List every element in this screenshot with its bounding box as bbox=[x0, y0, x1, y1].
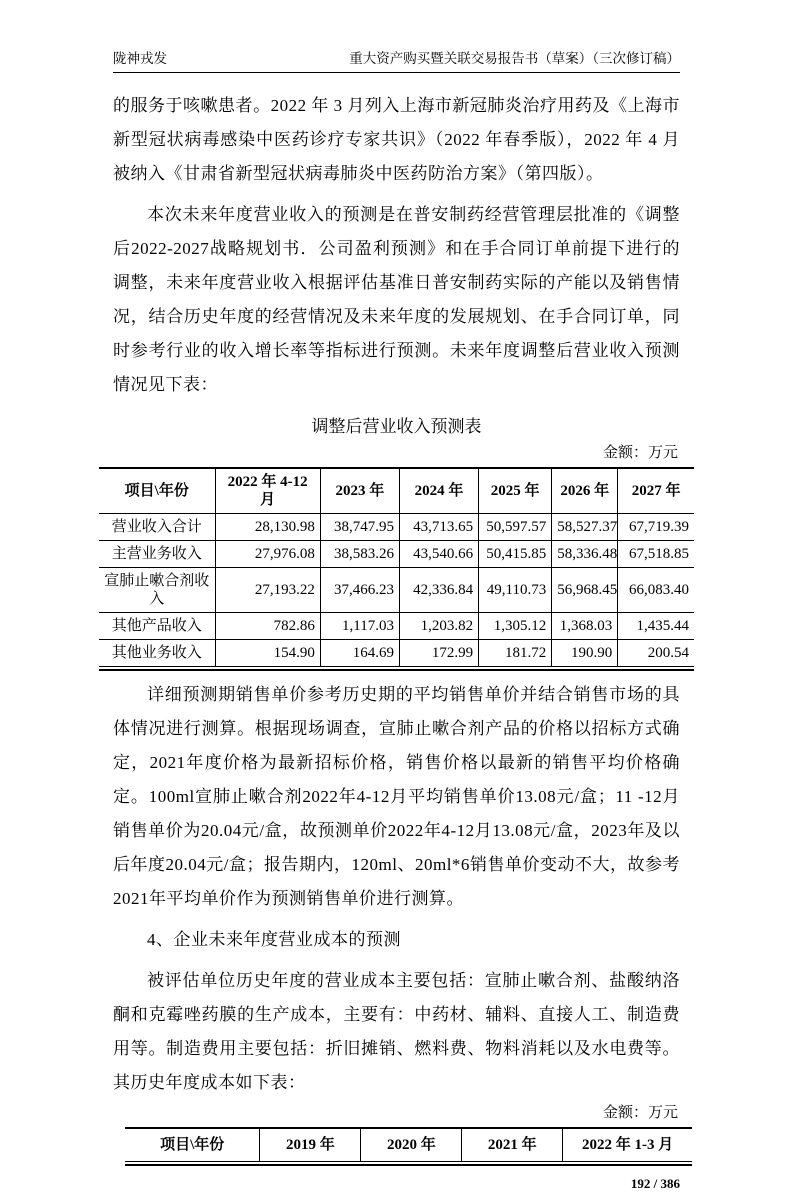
cell-value: 37,466.23 bbox=[320, 568, 399, 613]
cell-value: 50,415.85 bbox=[479, 541, 552, 568]
paragraph-operating-cost-composition: 被评估单位历史年度的营业成本主要包括：宣肺止嗽合剂、盐酸纳洛酮和克霉唑药膜的生产成本，主要有：中药材、辅料、直接人工、制造费用等。制造费用主要包括：折旧摊销、燃料费、物料消耗以及水电费等。其历史年度成本如下表： bbox=[113, 971, 680, 1092]
cell-value: 1,435.44 bbox=[618, 613, 694, 640]
header-report-title: 重大资产购买暨关联交易报告书（草案）（三次修订稿） bbox=[349, 51, 680, 66]
page-number: 192 / 386 bbox=[630, 1176, 680, 1191]
cell-value: 28,130.98 bbox=[215, 514, 320, 541]
table2-header-cell: 2021 年 bbox=[462, 1129, 563, 1162]
cell-value: 181.72 bbox=[479, 640, 552, 667]
row-label: 其他业务收入 bbox=[99, 640, 215, 667]
cell-value: 27,976.08 bbox=[215, 541, 320, 568]
cell-value: 1,203.82 bbox=[399, 613, 478, 640]
table2-header-cell: 2022 年 1-3 月 bbox=[563, 1129, 692, 1162]
section-heading-cost-forecast: 4、企业未来年度营业成本的预测 bbox=[147, 930, 401, 949]
table-row-xuanfei-mixture-revenue bbox=[99, 568, 694, 613]
cell-value: 190.90 bbox=[552, 640, 618, 667]
table1-header-cell: 2023 年 bbox=[320, 469, 399, 514]
table1-header-row bbox=[99, 469, 694, 514]
cell-value: 38,747.95 bbox=[320, 514, 399, 541]
table2-header-cell: 2020 年 bbox=[361, 1129, 462, 1162]
cell-value: 66,083.40 bbox=[618, 568, 694, 613]
table1-header-cell: 2024 年 bbox=[399, 469, 478, 514]
table1-header-cell: 项目\年份 bbox=[99, 469, 215, 514]
paragraph-unit-price-estimation: 详细预测期销售单价参考历史期的平均销售单价并结合销售市场的具体情况进行测算。根据现场调查，宣肺止嗽合剂产品的价格以招标方式确定，2021年度价格为最新招标价格，销售价格以最新的销售平均价格确定。100ml宣肺止嗽合剂2022年4-12月平均销售单价13.08元/盒；11 -12月销售单价为20.04元/盒，故预测单价2022年4-12月13.08元/盒，2023年及以后年度20.04元/盒；报告期内，120ml、20ml*6销售单价变动不大，故参考2021年平均单价作为预测销售单价进行测算。 bbox=[113, 685, 680, 908]
row-label: 其他产品收入 bbox=[99, 613, 215, 640]
table-row-other-business-revenue bbox=[99, 640, 694, 667]
table-row-total-revenue bbox=[99, 514, 694, 541]
row-label: 营业收入合计 bbox=[99, 514, 215, 541]
table1-header-cell: 2026 年 bbox=[552, 469, 618, 514]
page-header bbox=[113, 0, 680, 73]
cell-value: 38,583.26 bbox=[320, 541, 399, 568]
cell-value: 67,719.39 bbox=[618, 514, 694, 541]
cell-value: 58,336.48 bbox=[552, 541, 618, 568]
cell-value: 43,540.66 bbox=[399, 541, 478, 568]
cell-value: 164.69 bbox=[320, 640, 399, 667]
cell-value: 50,597.57 bbox=[479, 514, 552, 541]
cell-value: 56,968.45 bbox=[552, 568, 618, 613]
cell-value: 49,110.73 bbox=[479, 568, 552, 613]
table1-unit-label: 金额：万元 bbox=[602, 445, 678, 461]
cell-value: 1,368.03 bbox=[552, 613, 618, 640]
table1-header-cell: 2025 年 bbox=[479, 469, 552, 514]
cell-value: 782.86 bbox=[215, 613, 320, 640]
row-label: 宣肺止嗽合剂收入 bbox=[99, 568, 215, 613]
cell-value: 42,336.84 bbox=[399, 568, 478, 613]
cell-value: 43,713.65 bbox=[399, 514, 478, 541]
cell-value: 172.99 bbox=[399, 640, 478, 667]
header-company-name: 陇神戎发 bbox=[113, 51, 167, 66]
historical-cost-table bbox=[125, 1127, 692, 1166]
table-row-other-product-revenue bbox=[99, 613, 694, 640]
table2-header-cell: 2019 年 bbox=[260, 1129, 361, 1162]
table2-unit-label: 金额：万元 bbox=[602, 1105, 678, 1121]
paragraph-revenue-forecast-basis: 本次未来年度营业收入的预测是在普安制药经营管理层批准的《调整后2022-2027战略规划书．公司盈利预测》和在手合同订单前提下进行的调整，未来年度营业收入根据评估基准日普安制药实际的产能以及销售情况，结合历史年度的经营情况及未来年度的发展规划、在手合同订单，同时参考行业的收入增长率等指标进行预测。未来年度调整后营业收入预测情况见下表： bbox=[113, 205, 680, 394]
cell-value: 1,305.12 bbox=[479, 613, 552, 640]
table1-header-cell: 2022 年 4-12 月 bbox=[215, 469, 320, 514]
paragraph-covid-drug-listings: 的服务于咳嗽患者。2022 年 3 月列入上海市新冠肺炎治疗用药及《上海市新型冠状病毒感染中医药诊疗专家共识》（2022 年春季版），2022 年 4 月被纳入《甘肃省新型冠状病毒肺炎中医药防治方案》（第四版）。 bbox=[113, 96, 680, 183]
cell-value: 27,193.22 bbox=[215, 568, 320, 613]
row-label: 主营业务收入 bbox=[99, 541, 215, 568]
table2-header-cell: 项目\年份 bbox=[125, 1129, 260, 1162]
cell-value: 67,518.85 bbox=[618, 541, 694, 568]
adjusted-revenue-forecast-table bbox=[99, 467, 694, 671]
cell-value: 1,117.03 bbox=[320, 613, 399, 640]
table1-title: 调整后营业收入预测表 bbox=[311, 417, 482, 436]
table-row-main-business-revenue bbox=[99, 541, 694, 568]
table2-header-row bbox=[125, 1129, 692, 1162]
cell-value: 58,527.37 bbox=[552, 514, 618, 541]
cell-value: 200.54 bbox=[618, 640, 694, 667]
cell-value: 154.90 bbox=[215, 640, 320, 667]
table1-header-cell: 2027 年 bbox=[618, 469, 694, 514]
